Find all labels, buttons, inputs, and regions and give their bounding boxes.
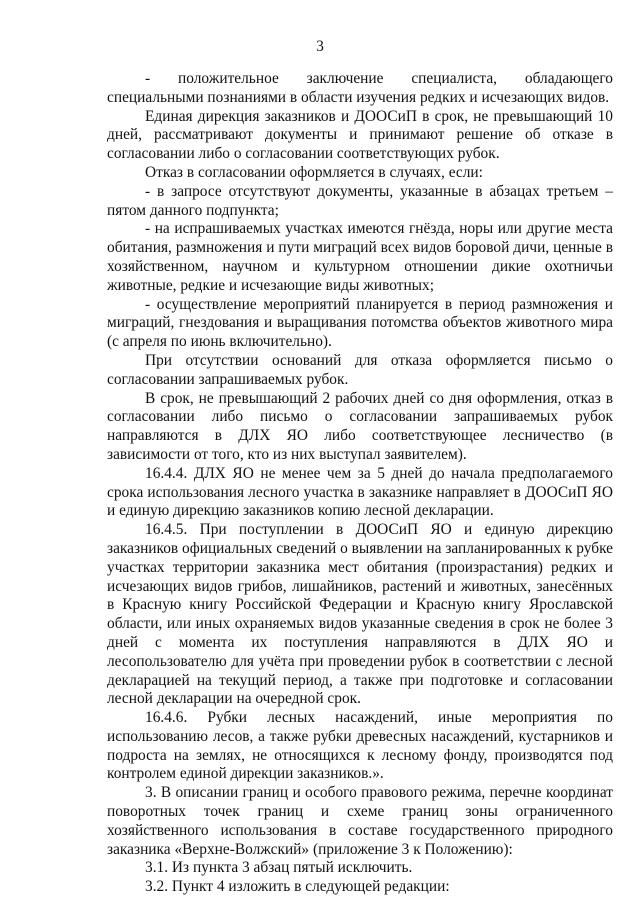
paragraph-approval-letter: При отсутствии оснований для отказа оформляется письмо о согласовании запрашиваемых рубок. [107,351,613,388]
paragraph-habitats: - на испрашиваемых участках имеются гнёзда, норы или другие места обитания, размножения и пути миграций всех видов боровой дичи, ценные в хозяйственном, научном и культурном отношении дикие охотничьи животные, редкие и исчезающие виды животных; [107,220,613,294]
paragraph-16-4-4: 16.4.4. ДЛХ ЯО не менее чем за 5 дней до начала предполагаемого срока использования лесного участка в заказнике направляет в ДООСиП ЯО и единую дирекцию заказников копию лесной декларации. [107,464,613,520]
page-number: 3 [316,38,324,55]
paragraph-breeding-period: - осуществление мероприятий планируется в период размножения и миграций, гнездования и выращивания потомства объектов животного мира (с апреля по июнь включительно). [107,295,613,351]
paragraph-item-3-2: 3.2. Пункт 4 изложить в следующей редакции: [145,878,450,896]
paragraph-sending-decision: В срок, не превышающий 2 рабочих дней со дня оформления, отказ в согласовании либо письмо о согласовании запрашиваемых рубок направляются в ДЛХ ЯО либо соответствующее лесничество (в зависимости от того, кто из них выступал заявителем). [107,389,613,463]
document-body [107,70,613,897]
paragraph-item-3: 3. В описании границ и особого правового режима, перечне координат поворотных точек границ и схеме границ зоны ограниченного хозяйственного использования в составе государственного природного заказника «Верхне-Волжский» (приложение 3 к Положению): [107,784,613,858]
paragraph-review-period: Единая дирекция заказников и ДООСиП в срок, не превышающий 10 дней, рассматривают документы и принимают решение об отказе в согласовании либо о согласовании соответствующих рубок. [107,107,613,163]
paragraph-refusal-cases: Отказ в согласовании оформляется в случаях, если: [145,163,483,181]
paragraph-16-4-5: 16.4.5. При поступлении в ДООСиП ЯО и единую дирекцию заказников официальных сведений о выявлении на запланированных к рубке участках территории заказника мест обитания (произрастания) редких и исчезающих видов грибов, лишайников, растений и животных, занесённых в Красную книгу Российской Федерации и Красную книгу Ярославской области, или иных охраняемых видов указанные сведения в срок не более 3 дней с момента их поступления направляются в ДЛХ ЯО и лесопользователю для учёта при проведении рубок в соответствии с лесной декларацией на текущий период, а также при подготовке и согласовании лесной декларации на очередной срок. [107,521,613,708]
paragraph-16-4-6: 16.4.6. Рубки лесных насаждений, иные мероприятия по использованию лесов, а также рубки древесных насаждений, кустарников и подроста на землях, не относящихся к лесному фонду, производятся под контролем единой дирекции заказников.». [107,709,613,783]
paragraph-missing-documents: - в запросе отсутствуют документы, указанные в абзацах третьем – пятом данного подпункта; [107,182,613,219]
paragraph-specialist-conclusion: - положительное заключение специалиста, обладающего специальными познаниями в области изучения редких и исчезающих видов. [107,70,613,106]
paragraph-item-3-1: 3.1. Из пункта 3 абзац пятый исключить. [145,859,413,877]
